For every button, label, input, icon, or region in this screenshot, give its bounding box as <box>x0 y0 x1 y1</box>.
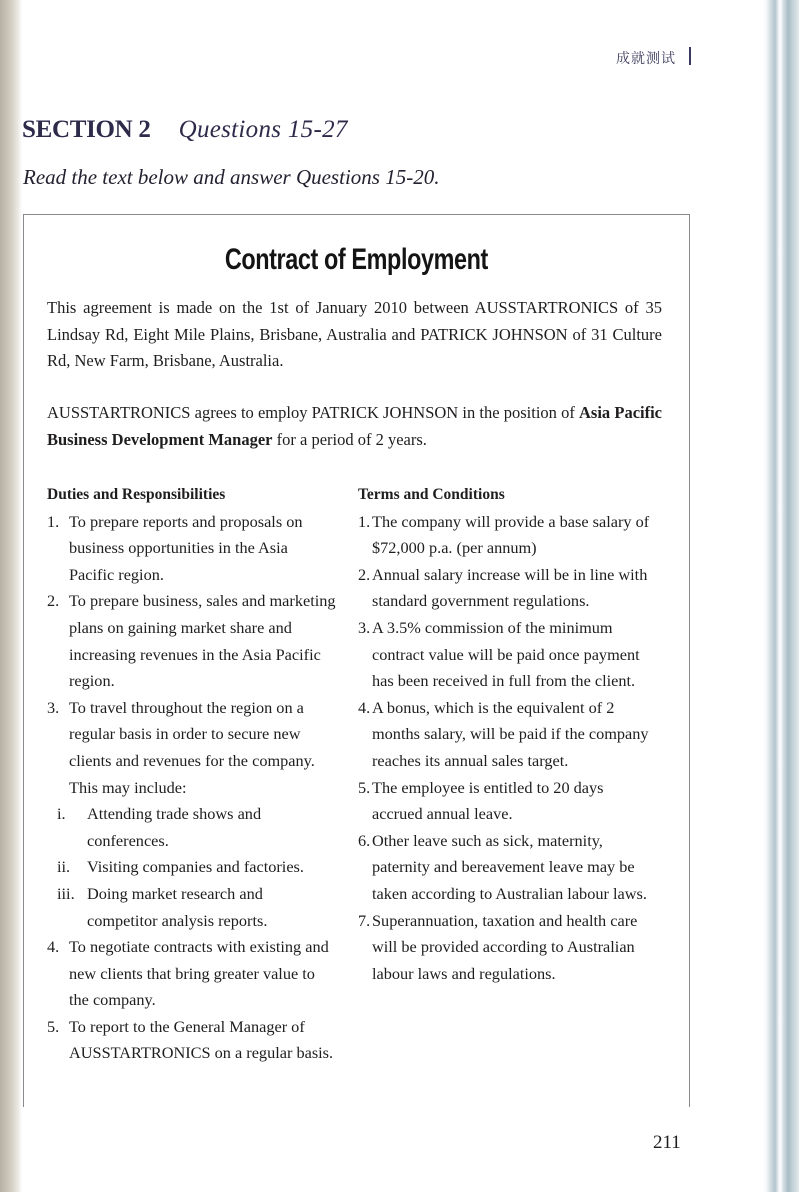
duty-item <box>47 934 337 1014</box>
duty-text: To prepare business, sales and marketing plans on gaining market share and increasing revenues in the Asia Pacific region. <box>69 591 336 691</box>
term-text: A 3.5% commission of the minimum contract value will be paid once payment has been received in full from the client. <box>372 617 640 691</box>
position-text-before: AUSSTARTRONICS agrees to employ PATRICK JOHNSON in the position of <box>47 403 580 422</box>
duty-sub-item <box>57 854 337 881</box>
sub-item-number: ii. <box>57 857 71 877</box>
duty-text: To report to the General Manager of AUSSTARTRONICS on a regular basis. <box>69 1016 334 1063</box>
terms-heading: Terms and Conditions <box>358 486 505 503</box>
term-text: Annual salary increase will be in line with standard government regulations. <box>372 564 648 611</box>
term-item <box>358 615 658 695</box>
duty-item <box>47 695 337 801</box>
instruction-text: Read the text below and answer Questions 15-20. <box>23 165 440 189</box>
term-number: 1. <box>358 511 371 531</box>
section-heading <box>22 116 348 144</box>
position-title: Asia Pacific Business Development Manager <box>47 403 663 449</box>
term-number: 3. <box>358 617 371 637</box>
duty-item <box>47 1014 337 1067</box>
duty-text: To negotiate contracts with existing and new clients that bring greater value to the company. <box>69 937 329 1010</box>
terms-column <box>358 482 658 987</box>
duties-column <box>47 482 337 1067</box>
term-number: 6. <box>358 830 371 850</box>
position-paragraph <box>47 400 662 453</box>
duty-text: To prepare reports and proposals on business opportunities in the Asia Pacific region. <box>69 511 303 584</box>
term-text: A bonus, which is the equivalent of 2 months salary, will be paid if the company reaches its annual sales target. <box>372 697 649 770</box>
duty-number: 2. <box>47 591 60 611</box>
term-item <box>358 908 658 988</box>
running-head: 成就测试 <box>616 51 676 67</box>
running-head-divider <box>689 47 691 65</box>
term-text: The company will provide a base salary of $72,000 p.a. (per annum) <box>372 511 650 558</box>
sub-item-text: Doing market research and competitor analysis reports. <box>87 883 268 930</box>
term-item <box>358 695 658 775</box>
duty-text: To travel throughout the region on a regular basis in order to secure new clients and revenues for the company. This may include: <box>69 697 315 797</box>
sub-item-number: iii. <box>57 883 75 903</box>
term-text: Superannuation, taxation and health care will be provided according to Australian labour laws and regulations. <box>372 910 638 983</box>
duty-number: 4. <box>47 937 60 957</box>
duty-sub-item <box>57 881 337 934</box>
document-title: Contract of Employment <box>224 243 488 276</box>
section-questions: Questions 15-27 <box>178 116 348 143</box>
duty-number: 3. <box>47 697 60 717</box>
book-binding-shadow <box>0 0 22 1192</box>
term-item <box>358 509 658 562</box>
term-number: 2. <box>358 564 371 584</box>
term-number: 4. <box>358 697 371 717</box>
term-number: 7. <box>358 910 371 930</box>
page-edges <box>763 0 799 1192</box>
term-item <box>358 562 658 615</box>
duties-heading: Duties and Responsibilities <box>47 486 226 503</box>
duty-item <box>47 588 337 694</box>
sub-item-number: i. <box>57 804 66 824</box>
term-item <box>358 775 658 828</box>
position-text-after: for a period of 2 years. <box>272 429 427 449</box>
term-text: Other leave such as sick, maternity, paternity and bereavement leave may be taken according to Australian labour laws. <box>372 830 647 903</box>
duty-number: 1. <box>47 511 60 531</box>
intro-paragraph: This agreement is made on the 1st of January 2010 between AUSSTARTRONICS of 35 Lindsay Rd, Eight Mile Plains, Brisbane, Australia and PATRICK JOHNSON of 31 Culture Rd, New Farm, Brisbane, Australia. <box>47 298 662 370</box>
page-number: 211 <box>653 1132 681 1153</box>
duty-number: 5. <box>47 1016 60 1036</box>
term-text: The employee is entitled to 20 days accrued annual leave. <box>372 777 604 824</box>
duty-item <box>47 509 337 589</box>
term-item <box>358 828 658 908</box>
duty-sub-item <box>57 801 337 854</box>
sub-item-text: Visiting companies and factories. <box>87 857 304 877</box>
sub-item-text: Attending trade shows and conferences. <box>87 804 262 850</box>
section-label: SECTION 2 <box>22 116 151 143</box>
term-number: 5. <box>358 777 371 797</box>
